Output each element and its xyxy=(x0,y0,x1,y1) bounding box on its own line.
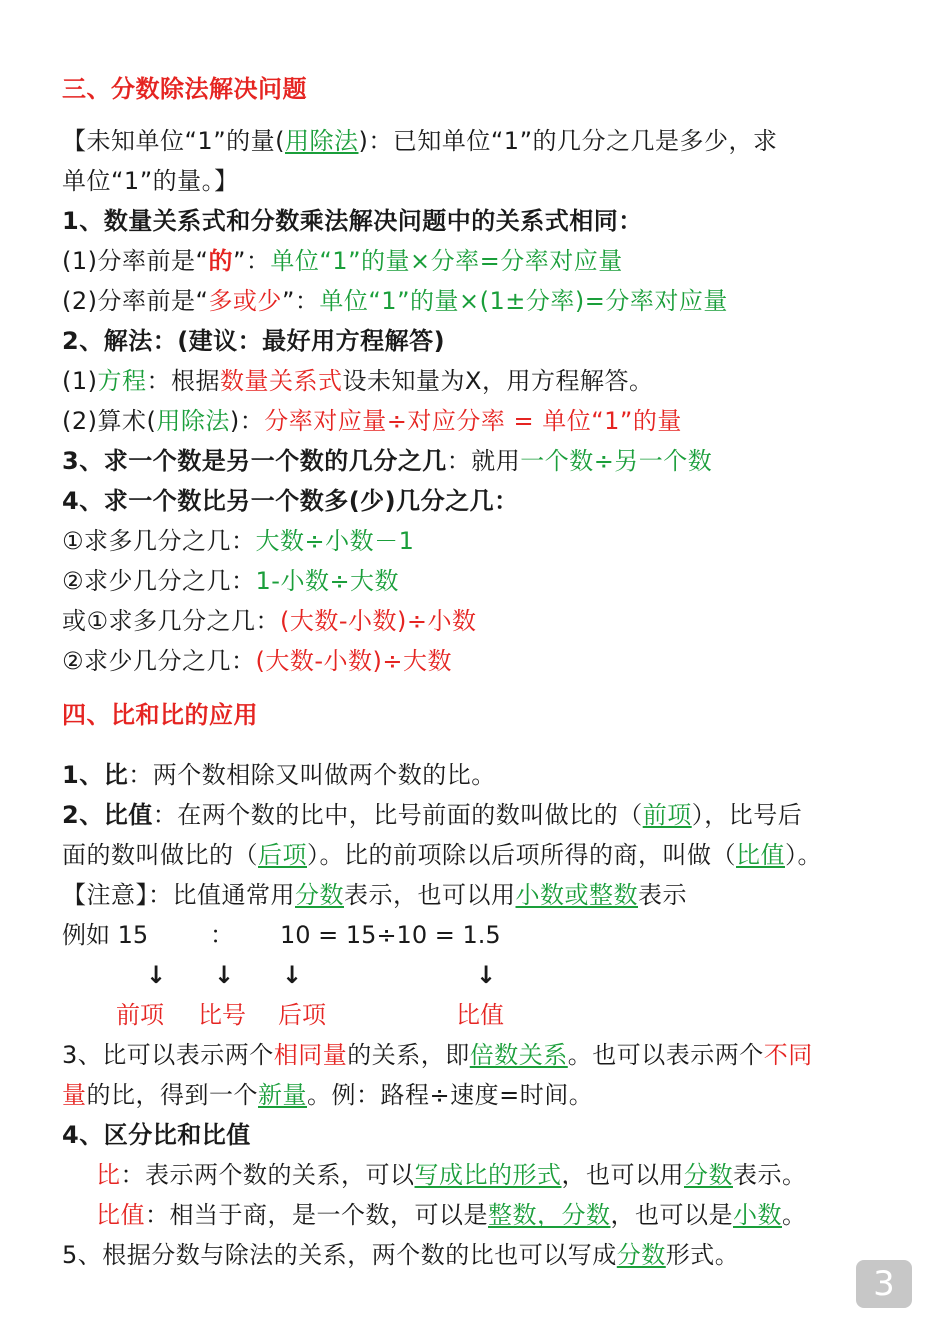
point4-title: 4、求一个数比另一个数多(少)几分之几： xyxy=(62,487,519,515)
point2-item2: (2)算术(用除法)：分率对应量÷对应分率 = 单位“1”的量 xyxy=(62,407,682,435)
arrow-down-icon: ↓ xyxy=(146,961,167,989)
s4-point4-item2: 比值：相当于商，是一个数，可以是整数，分数，也可以是小数。 xyxy=(96,1201,807,1229)
intro-method: 用除法 xyxy=(285,127,359,155)
arrow-down-icon: ↓ xyxy=(282,961,303,989)
point4-item3: 或①求多几分之几：(大数-小数)÷小数 xyxy=(62,607,477,635)
s4-point4-title: 4、区分比和比值 xyxy=(62,1121,251,1149)
section4-title: 四、比和比的应用 xyxy=(62,701,258,729)
example-prefix: 例如 15 xyxy=(62,921,149,949)
page-number-badge: 3 xyxy=(856,1260,912,1308)
section3-intro-line1: 【未知单位“1”的量(用除法)：已知单位“1”的几分之几是多少，求 xyxy=(62,127,778,155)
point1-title: 1、数量关系式和分数乘法解决问题中的关系式相同： xyxy=(62,207,643,235)
point3: 3、求一个数是另一个数的几分之几：就用一个数÷另一个数 xyxy=(62,447,713,475)
label-front-term: 前项 xyxy=(116,1001,164,1029)
s4-point2-line1: 2、比值：在两个数的比中，比号前面的数叫做比的（前项），比号后 xyxy=(62,801,803,829)
example-colon: ： xyxy=(210,921,234,949)
point2-title: 2、解法：(建议：最好用方程解答) xyxy=(62,327,446,355)
s4-point3-line1: 3、比可以表示两个相同量的关系，即倍数关系。也可以表示两个不同 xyxy=(62,1041,813,1069)
label-ratio-value: 比值 xyxy=(456,1001,504,1029)
example-rest: 10 = 15÷10 = 1.5 xyxy=(280,921,501,949)
point4-item1: ①求多几分之几：大数÷小数－1 xyxy=(62,527,415,555)
label-back-term: 后项 xyxy=(278,1001,326,1029)
label-ratio-sign: 比号 xyxy=(198,1001,246,1029)
s4-point2-line2: 面的数叫做比的（后项）。比的前项除以后项所得的商，叫做（比值）。 xyxy=(62,841,822,869)
arrow-down-icon: ↓ xyxy=(214,961,235,989)
section3-title: 三、分数除法解决问题 xyxy=(62,75,307,103)
s4-point5: 5、根据分数与除法的关系，两个数的比也可以写成分数形式。 xyxy=(62,1241,740,1269)
s4-point4-item1: 比：表示两个数的关系，可以写成比的形式，也可以用分数表示。 xyxy=(96,1161,807,1189)
point4-item2: ②求少几分之几：1-小数÷大数 xyxy=(62,567,400,595)
point1-item1: (1)分率前是“的”：单位“1”的量×分率=分率对应量 xyxy=(62,247,623,275)
s4-point1: 1、比：两个数相除又叫做两个数的比。 xyxy=(62,761,496,789)
s4-note: 【注意】：比值通常用分数表示，也可以用小数或整数表示 xyxy=(62,881,687,909)
point2-item1: (1)方程：根据数量关系式设未知量为X，用方程解答。 xyxy=(62,367,654,395)
point4-item4: ②求少几分之几：(大数-小数)÷大数 xyxy=(62,647,453,675)
section3-intro-line2: 单位“1”的量。】 xyxy=(62,167,239,195)
s4-point3-line2: 量的比，得到一个新量。例：路程÷速度=时间。 xyxy=(62,1081,594,1109)
arrow-down-icon: ↓ xyxy=(476,961,497,989)
point1-item2: (2)分率前是“多或少”：单位“1”的量×(1±分率)=分率对应量 xyxy=(62,287,728,315)
